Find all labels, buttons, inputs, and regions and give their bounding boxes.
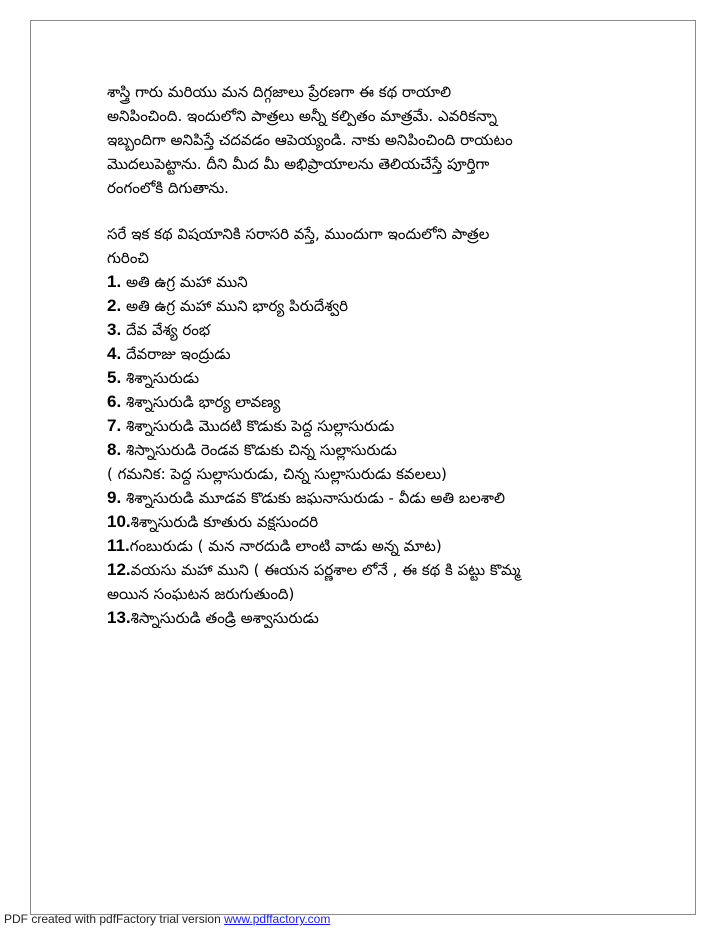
list-item-text: దేవ వేశ్య రంభ xyxy=(121,321,211,339)
list-item-number: 12. xyxy=(107,560,131,579)
paragraph-line: అనిపించింది. ఇందులోని పాత్రలు అన్నీ కల్పితం మాత్రమే. ఎవరికన్నా xyxy=(107,107,498,125)
list-item-number: 6. xyxy=(107,392,122,411)
list-item-text: శిశ్నాసురుడు xyxy=(121,369,200,387)
list-item-text: ( గమనిక: పెద్ద సుల్లాసురుడు, చిన్న సుల్లాసురుడు కవలలు) xyxy=(107,465,447,483)
list-item-number: 5. xyxy=(107,368,122,387)
list-item-text: వయసు మహా ముని ( ఈయన పర్ణశాల లోనే , ఈ కథ కి పట్టు కొమ్మ xyxy=(130,561,521,579)
list-item-text: శిస్నాసురుడి రెండవ కొడుకు చిన్న సుల్లాసురుడు xyxy=(121,441,397,459)
paragraph-line: మొదలుపెట్టాను. దీని మీద మీ అభిప్రాయాలను తెలియచేస్తే పూర్తిగా xyxy=(107,155,490,173)
footer-text: PDF created with pdfFactory trial version xyxy=(4,912,225,926)
list-item xyxy=(107,414,667,438)
list-item xyxy=(107,390,667,414)
paragraph-line: శాస్త్రి గారు మరియు మన దిగ్గజాలు ప్రేరణగా ఈ కథ రాయాలి xyxy=(107,83,452,101)
list-item-text: శిశ్నాసురుడి మూడవ కొడుకు జఘనాసురుడు - వీడు అతి బలశాలి xyxy=(121,489,506,507)
list-item-number: 4. xyxy=(107,344,122,363)
footer-link[interactable]: www.pdffactory.com xyxy=(224,912,331,926)
list-item-number: 1. xyxy=(107,272,122,291)
intro-paragraph xyxy=(107,80,667,200)
list-item xyxy=(107,342,667,366)
list-item-number: 9. xyxy=(107,488,122,507)
list-item xyxy=(107,534,667,558)
paragraph-line: సరే ఇక కథ విషయానికి సరాసరి వస్తే, ముందుగా ఇందులోని పాత్రల xyxy=(107,225,490,243)
list-item-number: 8. xyxy=(107,440,122,459)
list-item-text: గంబురుడు ( మన నారదుడి లాంటి వాడు అన్న మాట) xyxy=(129,537,442,555)
paragraph-spacer xyxy=(107,200,667,222)
list-item xyxy=(107,438,667,462)
list-item xyxy=(107,558,667,582)
list-note xyxy=(107,462,667,486)
list-item-text: శిశ్నాసురుడి మొదటి కొడుకు పెద్ద సుల్లాసురుడు xyxy=(121,417,395,435)
list-item-number: 11. xyxy=(107,536,130,555)
list-item-number: 7. xyxy=(107,416,122,435)
list-item-text: శిశ్నాసురుడి కూతురు వక్షసుందరి xyxy=(130,513,319,531)
list-item xyxy=(107,294,667,318)
list-item-number: 3. xyxy=(107,320,122,339)
character-list xyxy=(107,270,667,630)
list-item-number: 10. xyxy=(107,512,131,531)
list-item xyxy=(107,318,667,342)
list-item xyxy=(107,270,667,294)
list-item xyxy=(107,606,667,630)
list-item-text: శిస్నాసురుడి తండ్రి అశ్వాసురుడు xyxy=(130,609,319,627)
paragraph-line: గురించి xyxy=(107,249,149,267)
list-item xyxy=(107,486,667,510)
paragraph-line: ఇబ్బందిగా అనిపిస్తే చదవడం ఆపెయ్యండి. నాకు అనిపించింది రాయటం xyxy=(107,131,513,149)
list-item-text: అయిన సంఘటన జరుగుతుంది) xyxy=(107,585,295,603)
list-item xyxy=(107,366,667,390)
pdf-footer xyxy=(4,912,330,926)
list-item-text: అతి ఉగ్ర మహా ముని xyxy=(121,273,248,291)
list-item-text: అతి ఉగ్ర మహా ముని భార్య పిరుదేశ్వరి xyxy=(121,297,349,315)
list-item-text: దేవరాజు ఇంద్రుడు xyxy=(121,345,231,363)
list-item-continuation xyxy=(107,582,667,606)
characters-intro-paragraph xyxy=(107,222,667,270)
paragraph-line: రంగంలోకి దిగుతాను. xyxy=(107,179,229,197)
list-item xyxy=(107,510,667,534)
list-item-number: 13. xyxy=(107,608,131,627)
document-body xyxy=(107,80,667,630)
list-item-text: శిశ్నాసురుడి భార్య లావణ్య xyxy=(121,393,281,411)
list-item-number: 2. xyxy=(107,296,122,315)
